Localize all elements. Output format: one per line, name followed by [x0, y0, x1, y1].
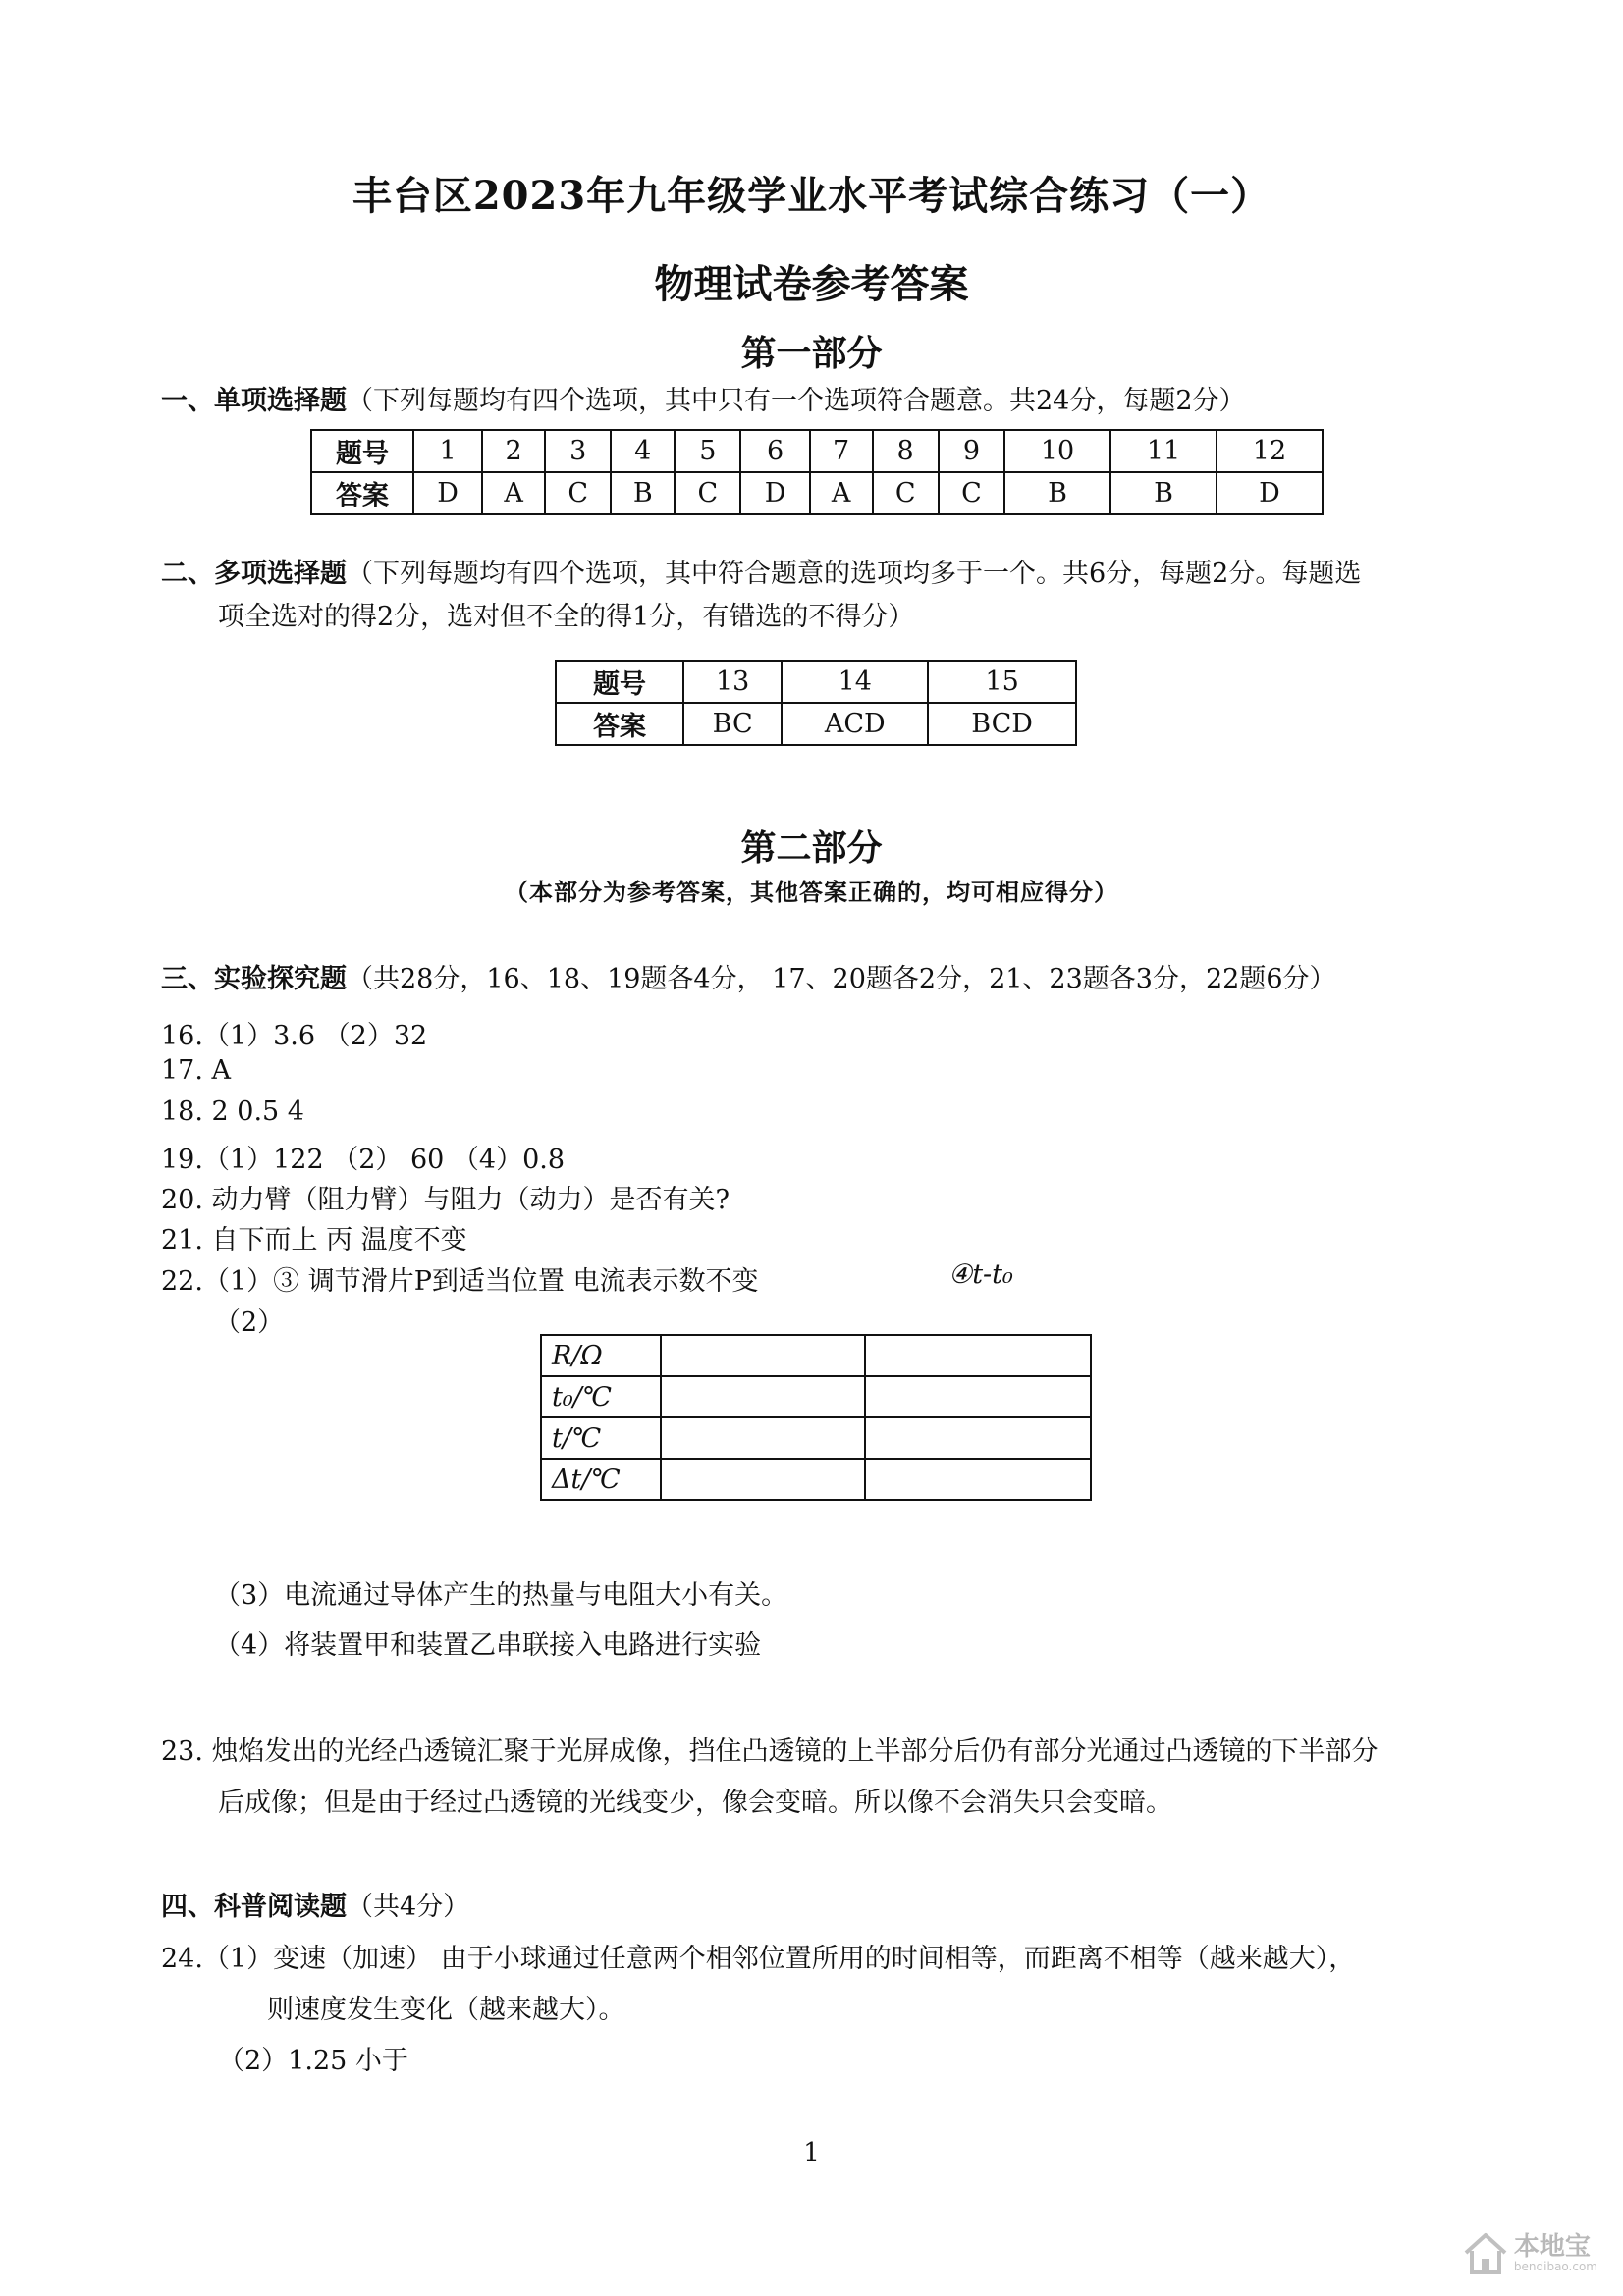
answer-cell: A: [810, 472, 873, 514]
answer-cell: D: [740, 472, 809, 514]
table-row: [541, 1376, 1091, 1417]
blank-cell: [661, 1417, 865, 1459]
watermark: [1462, 2231, 1597, 2276]
answer-22-2-label: （2）: [214, 1308, 285, 1338]
section1-desc: （下列每题均有四个选项，其中只有一个选项符合题意。共24分，每题2分）: [347, 386, 1246, 416]
question-number-cell: 3: [545, 430, 611, 472]
answer-16: 16.（1）3.6 （2）32: [161, 1021, 428, 1051]
section1-heading: [161, 379, 1246, 417]
answer-19: 19.（1）122 （2） 60 （4）0.8: [161, 1145, 566, 1175]
answer-cell: BCD: [928, 703, 1076, 745]
question-number-cell: 8: [873, 430, 939, 472]
table-row: [556, 661, 1076, 703]
section3-heading: [161, 957, 1336, 995]
question-number-cell: 13: [683, 661, 782, 703]
answer-cell: C: [545, 472, 611, 514]
answer-cell: D: [413, 472, 482, 514]
row-label: t₀/℃: [541, 1376, 661, 1417]
question-number-cell: 4: [611, 430, 675, 472]
table-row: [541, 1417, 1091, 1459]
question-number-cell: 9: [939, 430, 1004, 472]
document-title: 丰台区2023年九年级学业水平考试综合练习（一）: [352, 173, 1271, 219]
section3-desc: （共28分，16、18、19题各4分， 17、20题各2分，21、23题各3分，22题6分）: [347, 964, 1336, 994]
watermark-text: 本地宝 bendibao.com: [1513, 2232, 1597, 2273]
question-number-cell: 10: [1004, 430, 1110, 472]
answer-21: 21. 自下而上 丙 温度不变: [161, 1225, 467, 1255]
table-row: [311, 472, 1323, 514]
section2-desc: （下列每题均有四个选项，其中符合题意的选项均多于一个。共6分，每题2分。每题选: [347, 559, 1362, 589]
answer-cell: ACD: [782, 703, 928, 745]
section4-label: 四、科普阅读题: [161, 1892, 347, 1922]
multi-choice-answer-table: [555, 660, 1077, 746]
answer-cell: A: [482, 472, 545, 514]
answer-cell: B: [1110, 472, 1217, 514]
watermark-sub: bendibao.com: [1513, 2260, 1597, 2273]
section3-label: 三、实验探究题: [161, 964, 347, 994]
row-label: 题号: [556, 661, 683, 703]
blank-cell: [661, 1459, 865, 1500]
question-number-cell: 5: [675, 430, 740, 472]
answer-23: 23. 烛焰发出的光经凸透镜汇聚于光屏成像，挡住凸透镜的上半部分后仍有部分光通过凸透镜的下半部分: [161, 1736, 1379, 1767]
row-label: 题号: [311, 430, 413, 472]
question-number-cell: 11: [1110, 430, 1217, 472]
answer-cell: D: [1217, 472, 1323, 514]
blank-cell: [865, 1376, 1091, 1417]
section1-label: 一、单项选择题: [161, 386, 347, 416]
section2-heading: [161, 552, 1361, 590]
part1-heading: 第一部分: [740, 333, 883, 374]
answer-cell: C: [675, 472, 740, 514]
section2-desc-cont: 项全选对的得2分，选对但不全的得1分，有错选的不得分）: [218, 602, 915, 632]
blank-cell: [865, 1335, 1091, 1376]
answer-20: 20. 动力臂（阻力臂）与阻力（动力）是否有关?: [161, 1185, 730, 1215]
answer-24-1: 24.（1）变速（加速） 由于小球通过任意两个相邻位置所用的时间相等，而距离不相等（越来越大），: [161, 1944, 1356, 1974]
table-row: [556, 703, 1076, 745]
section4-heading: [161, 1885, 469, 1923]
question-number-cell: 1: [413, 430, 482, 472]
answer-22-1-step4: ④t-t₀: [948, 1259, 1013, 1290]
table-row: [541, 1459, 1091, 1500]
answer-22-3: （3）电流通过导体产生的热量与电阻大小有关。: [214, 1580, 788, 1611]
part2-heading: 第二部分: [740, 828, 883, 869]
question-number-cell: 6: [740, 430, 809, 472]
blank-cell: [661, 1376, 865, 1417]
answer-cell: C: [939, 472, 1004, 514]
answer-17: 17. A: [161, 1055, 232, 1086]
section2-label: 二、多项选择题: [161, 559, 347, 589]
data-recording-table: [540, 1334, 1092, 1501]
section4-desc: （共4分）: [347, 1892, 470, 1922]
answer-cell: C: [873, 472, 939, 514]
answer-cell: BC: [683, 703, 782, 745]
answer-cell: B: [1004, 472, 1110, 514]
row-label: R/Ω: [541, 1335, 661, 1376]
question-number-cell: 15: [928, 661, 1076, 703]
table-row: [541, 1335, 1091, 1376]
row-label: t/℃: [541, 1417, 661, 1459]
answer-24-2: （2）1.25 小于: [218, 2046, 408, 2076]
row-label: 答案: [311, 472, 413, 514]
document-subtitle: 物理试卷参考答案: [654, 261, 969, 307]
answer-24-1-cont: 则速度发生变化（越来越大）。: [267, 1995, 625, 2025]
blank-cell: [865, 1417, 1091, 1459]
answer-22-1: 22.（1）③ 调节滑片P到适当位置 电流表示数不变: [161, 1266, 759, 1297]
blank-cell: [865, 1459, 1091, 1500]
row-label: Δt/℃: [541, 1459, 661, 1500]
question-number-cell: 7: [810, 430, 873, 472]
answer-cell: B: [611, 472, 675, 514]
question-number-cell: 14: [782, 661, 928, 703]
question-number-cell: 12: [1217, 430, 1323, 472]
single-choice-answer-table: [310, 429, 1324, 515]
answer-18: 18. 2 0.5 4: [161, 1096, 304, 1127]
part2-note: （本部分为参考答案，其他答案正确的，均可相应得分）: [505, 878, 1118, 906]
blank-cell: [661, 1335, 865, 1376]
table-row: [311, 430, 1323, 472]
house-icon: [1462, 2231, 1509, 2276]
question-number-cell: 2: [482, 430, 545, 472]
page-number: 1: [803, 2138, 820, 2167]
answer-23-cont: 后成像；但是由于经过凸透镜的光线变少，像会变暗。所以像不会消失只会变暗。: [218, 1788, 1172, 1818]
answer-22-4: （4）将装置甲和装置乙串联接入电路进行实验: [214, 1630, 762, 1661]
row-label: 答案: [556, 703, 683, 745]
